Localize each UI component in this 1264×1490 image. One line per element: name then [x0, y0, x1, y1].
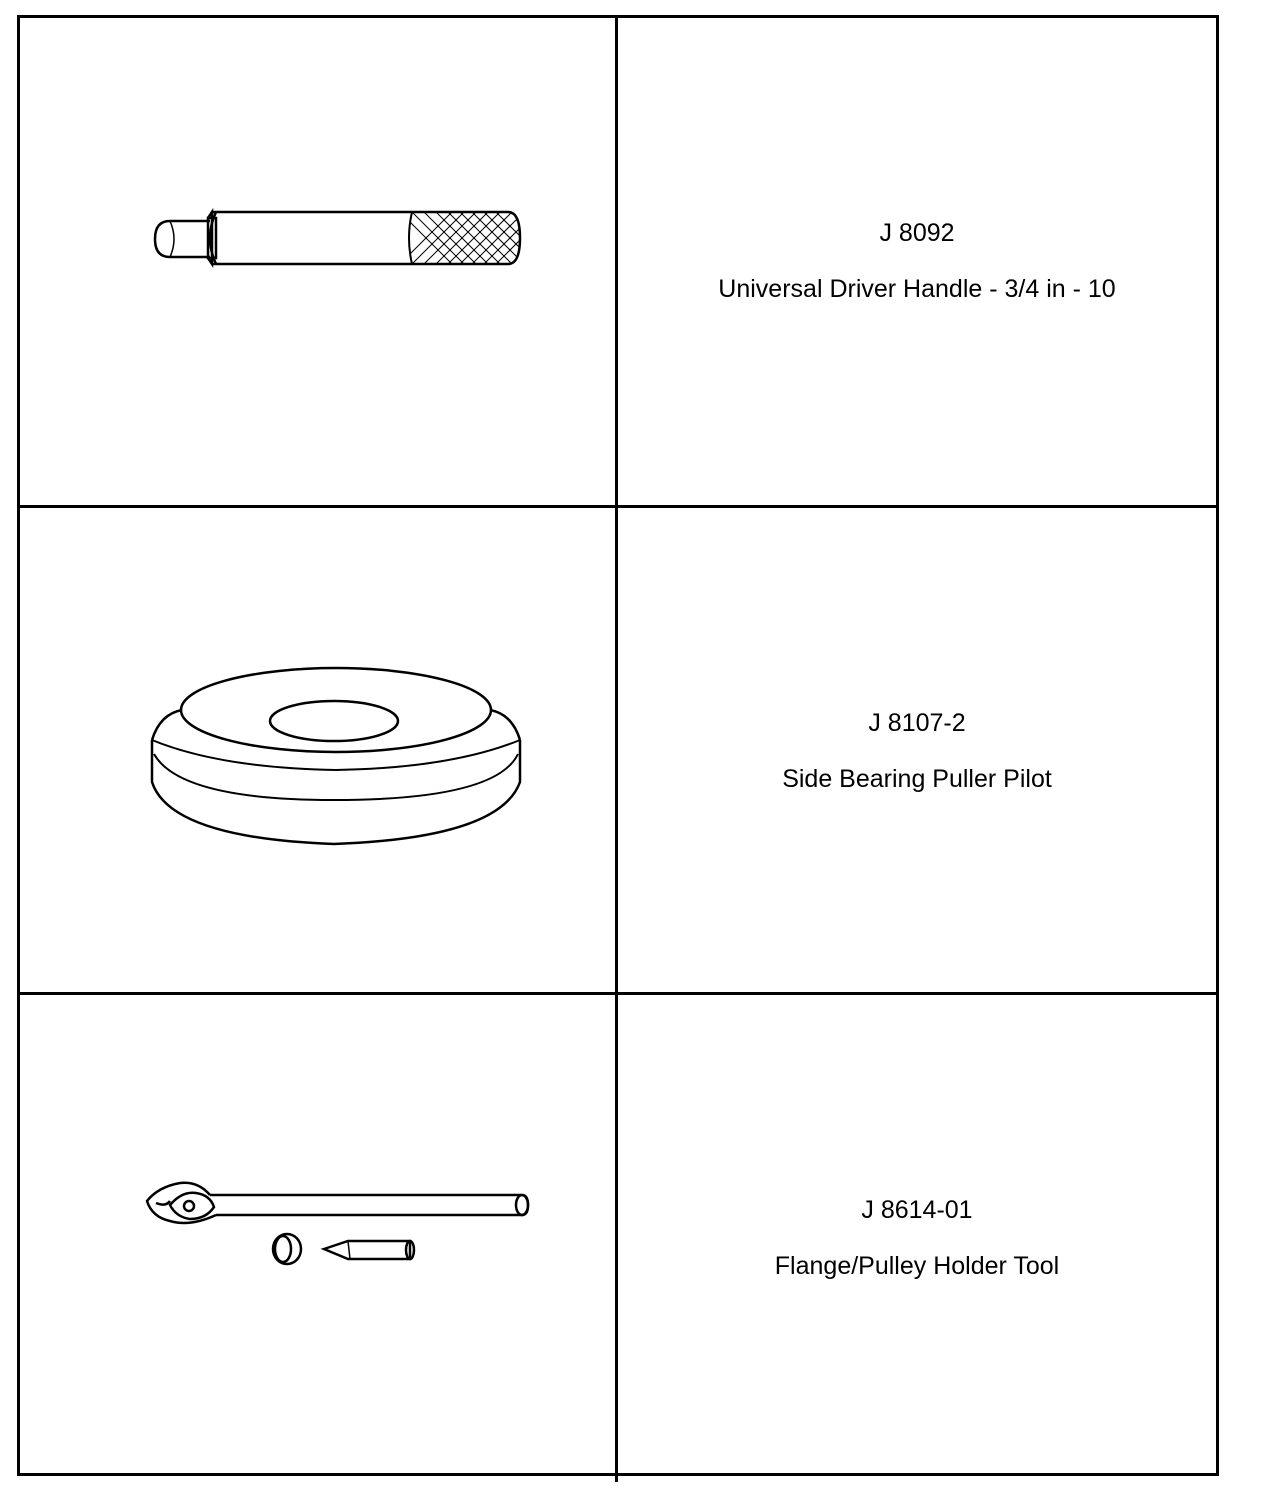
tool-row	[20, 18, 1216, 505]
tool-description: Side Bearing Puller Pilot	[782, 765, 1052, 793]
tool-number: J 8614-01	[861, 1196, 973, 1224]
tool-row	[20, 505, 1216, 995]
holder-tool-icon	[20, 995, 615, 1482]
tool-description: Universal Driver Handle - 3/4 in - 10	[718, 275, 1116, 303]
puller-pilot-icon	[20, 508, 615, 995]
tool-row	[20, 992, 1216, 1482]
tool-number: J 8092	[879, 219, 955, 247]
tool-illustration-cell	[20, 508, 618, 995]
tool-description: Flange/Pulley Holder Tool	[774, 1252, 1060, 1280]
tool-info-cell	[618, 508, 1216, 995]
tool-illustration-cell	[20, 18, 618, 505]
tool-info-cell	[618, 995, 1216, 1482]
tool-info-cell	[618, 18, 1216, 505]
tool-illustration-cell	[20, 995, 618, 1482]
tool-number: J 8107-2	[868, 709, 966, 737]
special-tools-table	[17, 15, 1219, 1476]
driver-handle-icon	[20, 18, 615, 505]
